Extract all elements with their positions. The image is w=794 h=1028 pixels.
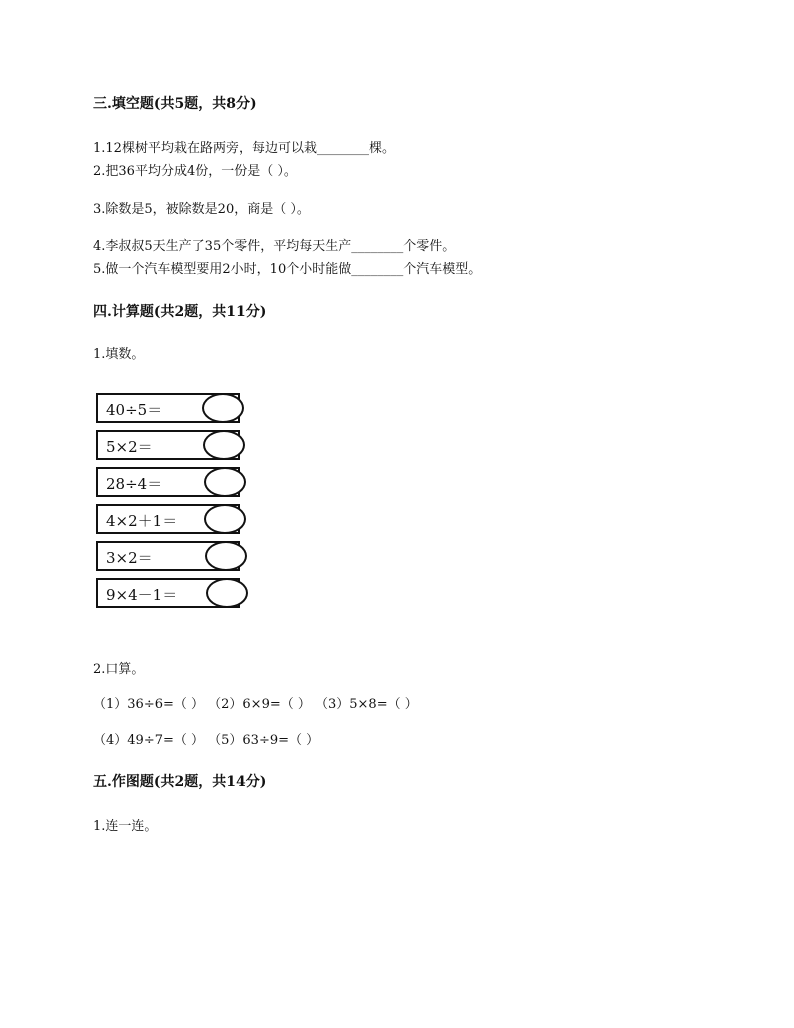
question-3-4: 4.李叔叔5天生产了35个零件，平均每天生产________个零件。 xyxy=(93,239,456,254)
equation-text: 9×4－1＝ xyxy=(106,586,178,604)
question-3-1: 1.12棵树平均栽在路两旁，每边可以栽________棵。 xyxy=(93,141,395,156)
question-3-2: 2.把36平均分成4份，一份是（ ）。 xyxy=(93,164,297,179)
oral-calc-row-2: （4）49÷7=（ ） （5）63÷9=（ ） xyxy=(93,733,320,748)
answer-oval xyxy=(202,393,244,423)
question-5-1: 1.连一连。 xyxy=(93,819,158,834)
section-3-title: 三.填空题(共5题，共8分) xyxy=(93,96,257,112)
equation-text: 40÷5＝ xyxy=(106,401,163,419)
question-4-2: 2.口算。 xyxy=(93,662,145,677)
answer-oval xyxy=(204,467,246,497)
answer-oval xyxy=(206,578,248,608)
question-3-3: 3.除数是5，被除数是20，商是（ ）。 xyxy=(93,202,310,217)
answer-oval xyxy=(205,541,247,571)
section-4-title: 四.计算题(共2题，共11分) xyxy=(93,304,267,320)
answer-oval xyxy=(203,430,245,460)
question-4-1: 1.填数。 xyxy=(93,347,145,362)
equation-text: 28÷4＝ xyxy=(106,475,163,493)
answer-oval xyxy=(204,504,246,534)
equation-text: 5×2＝ xyxy=(106,438,153,456)
equation-text: 3×2＝ xyxy=(106,549,153,567)
oral-calc-row-1: （1）36÷6=（ ） （2）6×9=（ ） （3）5×8=（ ） xyxy=(93,697,418,712)
question-3-5: 5.做一个汽车模型要用2小时，10个小时能做________个汽车模型。 xyxy=(93,262,482,277)
section-5-title: 五.作图题(共2题，共14分) xyxy=(93,774,267,790)
equation-text: 4×2＋1＝ xyxy=(106,512,178,530)
